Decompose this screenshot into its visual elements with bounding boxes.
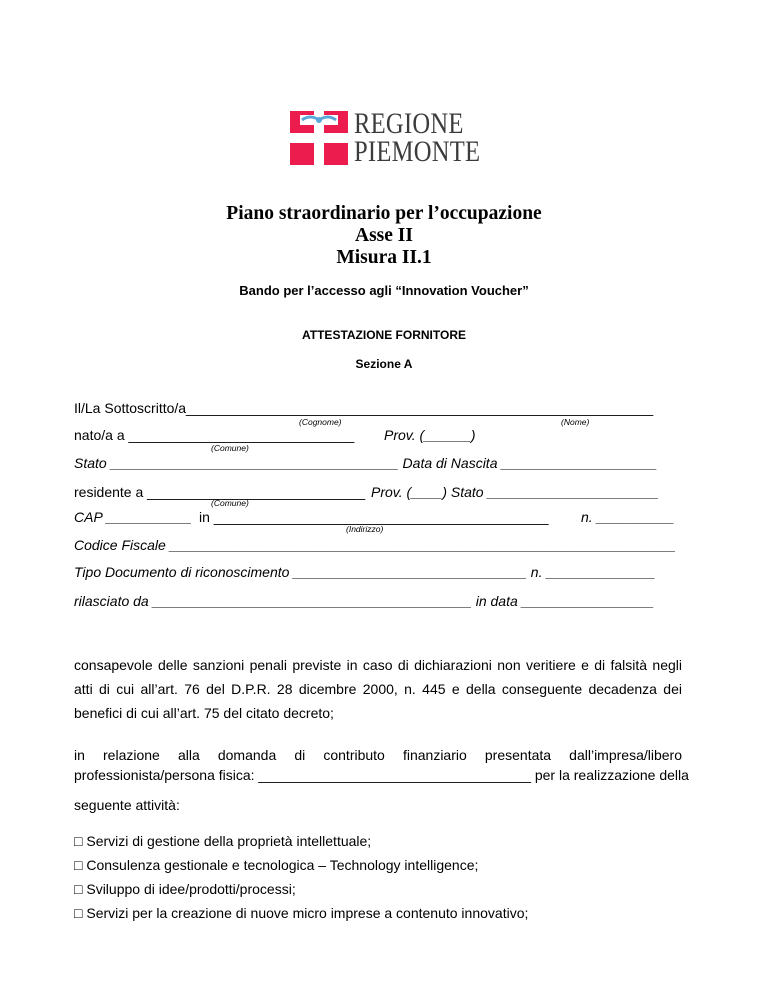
checkbox-icon[interactable]: □ (74, 833, 83, 849)
paragraph-relazione-line1: in relazione alla domanda di contributo finanziario presentata dall’impresa/libero (74, 747, 682, 763)
checklist-item (74, 881, 296, 897)
checklist-item (74, 857, 478, 873)
field-rilasciato-da: rilasciato da _________________________________________ in data _________________ (74, 593, 655, 609)
paragraph-consapevole: consapevole delle sanzioni penali previste in caso di dichiarazioni non veritiere e di falsità negli atti di cui all’art. 76 del D.P.R. 28 dicembre 2000, n. 445 e della conseguente decadenza dei benefici di cui all’art. 75 del citato decreto; (74, 657, 682, 721)
regione-piemonte-emblem-icon (290, 111, 348, 165)
label-indirizzo: (Indirizzo) (346, 524, 384, 534)
field-residente-a: residente a ____________________________ (74, 484, 366, 500)
field-cap: CAP ___________ (74, 509, 192, 525)
section-subtitle: Sezione A (355, 357, 413, 371)
checklist-item (74, 905, 528, 921)
title-piano: Piano straordinario per l’occupazione (226, 203, 542, 224)
section-title: ATTESTAZIONE FORNITORE (302, 328, 466, 342)
field-nato-a: nato/a a _____________________________ (74, 427, 355, 443)
field-nato-prov: Prov. (______) (384, 427, 476, 443)
label-comune-residenza: (Comune) (211, 498, 249, 508)
paragraph-relazione-line3: seguente attività: (74, 797, 180, 813)
checklist-item-label: Sviluppo di idee/prodotti/processi; (86, 881, 296, 897)
checklist-item (74, 833, 371, 849)
checkbox-icon[interactable]: □ (74, 905, 83, 921)
field-codice-fiscale: Codice Fiscale _________________________________________________________________ (74, 537, 676, 553)
title-asse: Asse II (355, 225, 413, 246)
label-nome: (Nome) (561, 417, 590, 427)
paragraph-relazione-line2: professionista/persona fisica: ___________________________________ per la realizzazione della (74, 767, 689, 783)
field-numero-civico: n. __________ (581, 509, 675, 525)
logo-text-piemonte: PIEMONTE (354, 135, 481, 168)
checkbox-icon[interactable]: □ (74, 881, 83, 897)
field-stato-data-nascita: Stato _____________________________________ Data di Nascita ____________________ (74, 455, 658, 471)
field-tipo-documento: Tipo Documento di riconoscimento ______________________________ n. ______________ (74, 564, 656, 580)
subtitle-bando: Bando per l’accesso agli “Innovation Voucher” (239, 283, 529, 298)
field-residente-prov-stato: Prov. (____) Stato ______________________ (371, 484, 659, 500)
field-indirizzo: in ___________________________________________ (199, 509, 549, 525)
title-misura: Misura II.1 (336, 247, 432, 268)
logo-text-regione: REGIONE (354, 107, 464, 140)
regione-piemonte-logo (290, 107, 490, 168)
field-sottoscritto: Il/La Sottoscritto/a____________________________________________________________ (74, 400, 654, 416)
label-cognome: (Cognome) (299, 417, 342, 427)
checklist-item-label: Servizi di gestione della proprietà intellettuale; (86, 833, 372, 849)
checklist-item-label: Servizi per la creazione di nuove micro imprese a contenuto innovativo; (86, 905, 529, 921)
checkbox-icon[interactable]: □ (74, 857, 83, 873)
checklist-item-label: Consulenza gestionale e tecnologica – Technology intelligence; (86, 857, 479, 873)
label-comune-nascita: (Comune) (211, 443, 249, 453)
